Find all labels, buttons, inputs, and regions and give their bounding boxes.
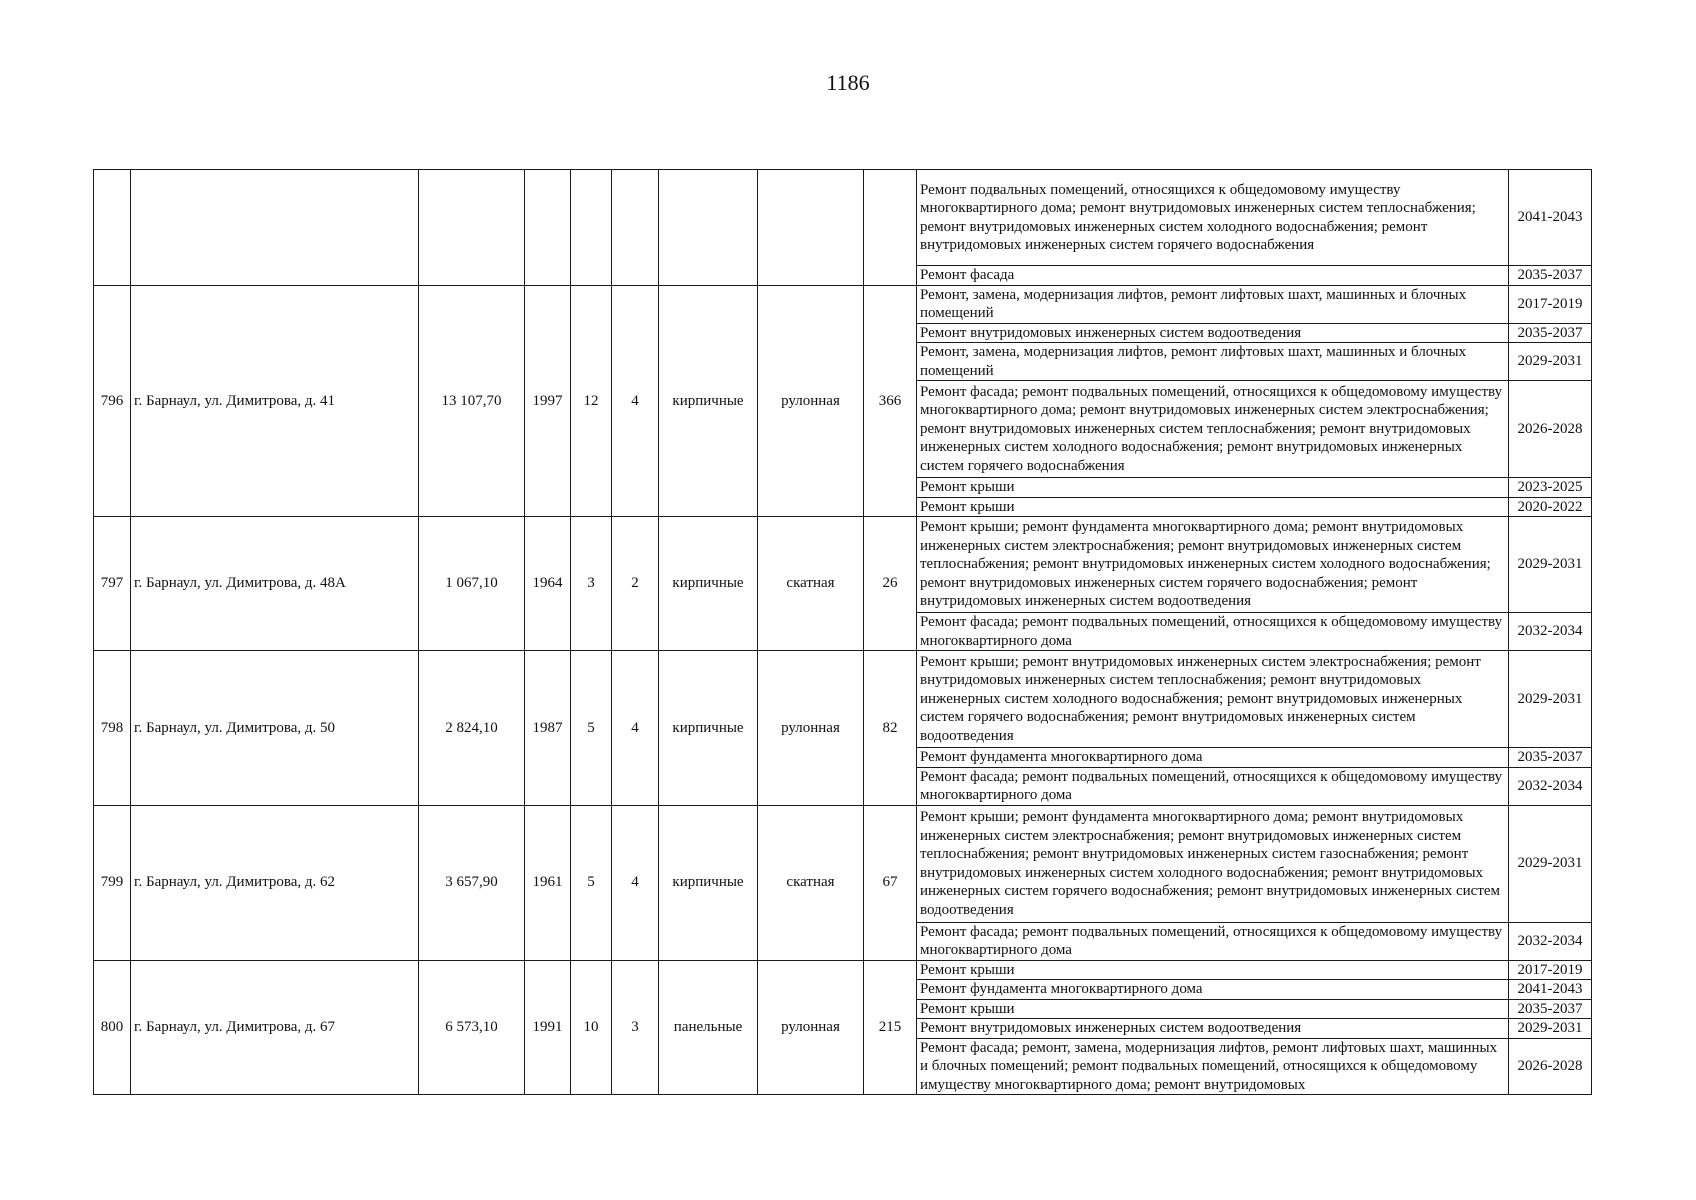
- table-row: [94, 960, 1592, 980]
- work-period: 2035-2037: [1509, 999, 1592, 1019]
- house-address: г. Барнаул, ул. Димитрова, д. 48А: [131, 517, 419, 651]
- house-entrances: [612, 170, 659, 286]
- work-period: 2029-2031: [1509, 1019, 1592, 1039]
- house-number: [94, 170, 131, 286]
- work-period: 2032-2034: [1509, 767, 1592, 805]
- house-walls: кирпичные: [659, 285, 758, 517]
- house-year: 1997: [525, 285, 571, 517]
- work-period: 2023-2025: [1509, 478, 1592, 498]
- table-row: [94, 170, 1592, 266]
- work-description: Ремонт крыши: [917, 478, 1509, 498]
- work-description: Ремонт фундамента многоквартирного дома: [917, 748, 1509, 768]
- table-row: [94, 517, 1592, 613]
- work-description: Ремонт фундамента многоквартирного дома: [917, 980, 1509, 1000]
- house-residents: 366: [864, 285, 917, 517]
- house-year: [525, 170, 571, 286]
- house-year: 1964: [525, 517, 571, 651]
- house-walls: кирпичные: [659, 651, 758, 806]
- table-body: [94, 170, 1592, 1095]
- work-period: 2035-2037: [1509, 266, 1592, 286]
- house-roof: скатная: [758, 517, 864, 651]
- table-row: [94, 285, 1592, 323]
- house-address: г. Барнаул, ул. Димитрова, д. 50: [131, 651, 419, 806]
- house-number: 796: [94, 285, 131, 517]
- work-description: Ремонт фасада; ремонт подвальных помещений, относящихся к общедомовому имуществу многоквартирного дома: [917, 613, 1509, 651]
- work-description: Ремонт фасада; ремонт подвальных помещений, относящихся к общедомовому имуществу многоквартирного дома: [917, 767, 1509, 805]
- house-entrances: 4: [612, 285, 659, 517]
- work-period: 2035-2037: [1509, 748, 1592, 768]
- page-number: 1186: [826, 70, 870, 95]
- work-description: Ремонт, замена, модернизация лифтов, ремонт лифтовых шахт, машинных и блочных помещений: [917, 285, 1509, 323]
- work-description: Ремонт фасада; ремонт подвальных помещений, относящихся к общедомовому имуществу многоквартирного дома; ремонт внутридомовых инженерных систем электроснабжения; ремонт внутридомовых инженерных систем теплоснабжения; ремонт внутридомовых инженерных систем холодного водоснабжения; ремонт внутридомовых инженерных систем горячего водоснабжения: [917, 381, 1509, 478]
- table-row: [94, 651, 1592, 748]
- work-period: 2041-2043: [1509, 980, 1592, 1000]
- work-description: Ремонт, замена, модернизация лифтов, ремонт лифтовых шахт, машинных и блочных помещений: [917, 343, 1509, 381]
- house-number: 799: [94, 805, 131, 960]
- house-roof: рулонная: [758, 285, 864, 517]
- work-description: Ремонт крыши; ремонт внутридомовых инженерных систем электроснабжения; ремонт внутридомовых инженерных систем теплоснабжения; ремонт внутридомовых инженерных систем холодного водоснабжения; ремонт внутридомовых инженерных систем горячего водоснабжения; ремонт внутридомовых инженерных систем водоотведения: [917, 651, 1509, 748]
- work-period: 2029-2031: [1509, 343, 1592, 381]
- house-floors: 12: [571, 285, 612, 517]
- work-description: Ремонт крыши: [917, 960, 1509, 980]
- work-period: 2032-2034: [1509, 922, 1592, 960]
- house-walls: [659, 170, 758, 286]
- repair-schedule-table: [93, 169, 1592, 1095]
- table-row: [94, 805, 1592, 922]
- house-walls: панельные: [659, 960, 758, 1095]
- house-area: 3 657,90: [419, 805, 525, 960]
- house-address: г. Барнаул, ул. Димитрова, д. 62: [131, 805, 419, 960]
- work-description: Ремонт внутридомовых инженерных систем водоотведения: [917, 323, 1509, 343]
- work-period: 2035-2037: [1509, 323, 1592, 343]
- house-floors: 5: [571, 805, 612, 960]
- house-year: 1961: [525, 805, 571, 960]
- house-floors: 10: [571, 960, 612, 1095]
- house-floors: [571, 170, 612, 286]
- work-period: 2029-2031: [1509, 651, 1592, 748]
- work-period: 2041-2043: [1509, 170, 1592, 266]
- house-roof: [758, 170, 864, 286]
- house-number: 797: [94, 517, 131, 651]
- work-description: Ремонт фасада; ремонт подвальных помещений, относящихся к общедомовому имуществу многоквартирного дома: [917, 922, 1509, 960]
- work-period: 2032-2034: [1509, 613, 1592, 651]
- house-entrances: 3: [612, 960, 659, 1095]
- work-description: Ремонт подвальных помещений, относящихся к общедомовому имуществу многоквартирного дома; ремонт внутридомовых инженерных систем теплоснабжения; ремонт внутридомовых инженерных систем холодного водоснабжения; ремонт внутридомовых инженерных систем горячего водоснабжения: [917, 170, 1509, 266]
- house-address: [131, 170, 419, 286]
- house-entrances: 4: [612, 805, 659, 960]
- house-area: 1 067,10: [419, 517, 525, 651]
- work-period: 2017-2019: [1509, 285, 1592, 323]
- house-area: 13 107,70: [419, 285, 525, 517]
- house-residents: 26: [864, 517, 917, 651]
- house-residents: 215: [864, 960, 917, 1095]
- work-description: Ремонт фасада; ремонт, замена, модернизация лифтов, ремонт лифтовых шахт, машинных и блочных помещений; ремонт подвальных помещений, относящихся к общедомовому имуществу многоквартирного дома; ремонт внутридомовых: [917, 1038, 1509, 1095]
- house-number: 798: [94, 651, 131, 806]
- work-description: Ремонт крыши: [917, 999, 1509, 1019]
- house-year: 1991: [525, 960, 571, 1095]
- work-description: Ремонт крыши: [917, 497, 1509, 517]
- house-residents: 82: [864, 651, 917, 806]
- house-floors: 5: [571, 651, 612, 806]
- house-address: г. Барнаул, ул. Димитрова, д. 67: [131, 960, 419, 1095]
- work-period: 2029-2031: [1509, 517, 1592, 613]
- house-area: 2 824,10: [419, 651, 525, 806]
- house-roof: рулонная: [758, 960, 864, 1095]
- house-floors: 3: [571, 517, 612, 651]
- house-residents: 67: [864, 805, 917, 960]
- work-period: 2017-2019: [1509, 960, 1592, 980]
- house-area: [419, 170, 525, 286]
- work-period: 2020-2022: [1509, 497, 1592, 517]
- work-description: Ремонт крыши; ремонт фундамента многоквартирного дома; ремонт внутридомовых инженерных систем электроснабжения; ремонт внутридомовых инженерных систем теплоснабжения; ремонт внутридомовых инженерных систем газоснабжения; ремонт внутридомовых инженерных систем холодного водоснабжения; ремонт внутридомовых инженерных систем горячего водоснабжения; ремонт внутридомовых инженерных систем водоотведения: [917, 805, 1509, 922]
- house-number: 800: [94, 960, 131, 1095]
- house-walls: кирпичные: [659, 805, 758, 960]
- work-description: Ремонт внутридомовых инженерных систем водоотведения: [917, 1019, 1509, 1039]
- work-period: 2026-2028: [1509, 381, 1592, 478]
- house-address: г. Барнаул, ул. Димитрова, д. 41: [131, 285, 419, 517]
- house-area: 6 573,10: [419, 960, 525, 1095]
- work-period: 2029-2031: [1509, 805, 1592, 922]
- house-year: 1987: [525, 651, 571, 806]
- work-description: Ремонт крыши; ремонт фундамента многоквартирного дома; ремонт внутридомовых инженерных систем электроснабжения; ремонт внутридомовых инженерных систем теплоснабжения; ремонт внутридомовых инженерных систем холодного водоснабжения; ремонт внутридомовых инженерных систем горячего водоснабжения; ремонт внутридомовых инженерных систем водоотведения: [917, 517, 1509, 613]
- house-entrances: 2: [612, 517, 659, 651]
- house-residents: [864, 170, 917, 286]
- house-entrances: 4: [612, 651, 659, 806]
- work-period: 2026-2028: [1509, 1038, 1592, 1095]
- house-roof: скатная: [758, 805, 864, 960]
- house-roof: рулонная: [758, 651, 864, 806]
- house-walls: кирпичные: [659, 517, 758, 651]
- work-description: Ремонт фасада: [917, 266, 1509, 286]
